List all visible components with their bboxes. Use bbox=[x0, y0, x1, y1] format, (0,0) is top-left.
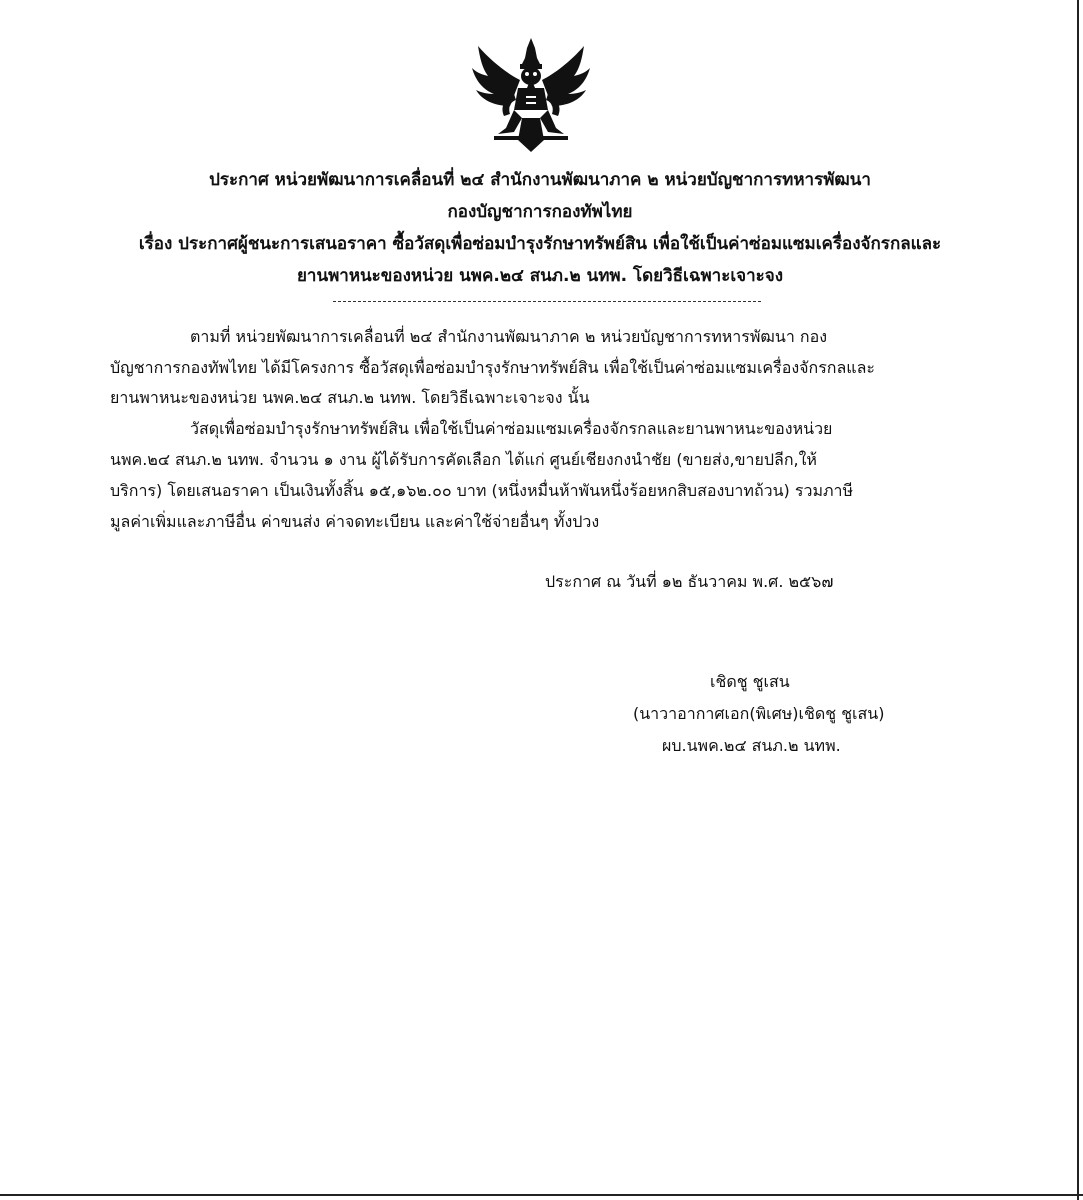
announcement-date: ประกาศ ณ วันที่ ๑๒ ธันวาคม พ.ศ. ๒๕๖๗ bbox=[545, 572, 834, 591]
garuda-emblem-icon bbox=[470, 36, 592, 154]
subject-line-1: เรื่อง ประกาศผู้ชนะการเสนอราคา ซื้อวัสดุเพื่อซ่อมบำรุงรักษาทรัพย์สิน เพื่อใช้เป็นค่าซ่อมแซมเครื่องจักรกลและ bbox=[138, 234, 942, 254]
paragraph-1-line-3: ยานพาหนะของหน่วย นพค.๒๔ สนภ.๒ นทพ. โดยวิธีเฉพาะเจาะจง นั้น bbox=[110, 388, 590, 407]
paragraph-2-line-1: วัสดุเพื่อซ่อมบำรุงรักษาทรัพย์สิน เพื่อใช้เป็นค่าซ่อมแซมเครื่องจักรกลและยานพาหนะของหน่วย bbox=[190, 419, 833, 438]
paragraph-2-line-3: บริการ) โดยเสนอราคา เป็นเงินทั้งสิ้น ๑๕,๑๖๒.๐๐ บาท (หนึ่งหมื่นห้าพันหนึ่งร้อยหกสิบสองบาทถ้วน) รวมภาษี bbox=[110, 481, 854, 500]
subject-line-2: ยานพาหนะของหน่วย นพค.๒๔ สนภ.๒ นทพ. โดยวิธีเฉพาะเจาะจง bbox=[296, 266, 784, 286]
paragraph-2-line-4: มูลค่าเพิ่มและภาษีอื่น ค่าขนส่ง ค่าจดทะเบียน และค่าใช้จ่ายอื่นๆ ทั้งปวง bbox=[110, 512, 600, 531]
scan-border-right bbox=[1077, 0, 1079, 1200]
signature-position: ผบ.นพค.๒๔ สนภ.๒ นทพ. bbox=[662, 736, 841, 755]
announcement-heading-line-1: ประกาศ หน่วยพัฒนาการเคลื่อนที่ ๒๔ สำนักงานพัฒนาภาค ๒ หน่วยบัญชาการทหารพัฒนา bbox=[209, 170, 871, 190]
paragraph-1-line-1: ตามที่ หน่วยพัฒนาการเคลื่อนที่ ๒๔ สำนักงานพัฒนาภาค ๒ หน่วยบัญชาการทหารพัฒนา กอง bbox=[190, 327, 827, 346]
paragraph-2-line-2: นพค.๒๔ สนภ.๒ นทพ. จำนวน ๑ งาน ผู้ได้รับการคัดเลือก ได้แก่ ศูนย์เชียงกงนำชัย (ขายส่ง,ขายปลีก,ให้ bbox=[110, 450, 817, 469]
signature-name: เชิดชู ชูเสน bbox=[710, 672, 790, 691]
scan-border-bottom bbox=[0, 1194, 1083, 1196]
announcement-heading-line-2: กองบัญชาการกองทัพไทย bbox=[447, 202, 633, 222]
heading-divider bbox=[333, 301, 761, 302]
paragraph-1-line-2: บัญชาการกองทัพไทย ได้มีโครงการ ซื้อวัสดุเพื่อซ่อมบำรุงรักษาทรัพย์สิน เพื่อใช้เป็นค่าซ่อมแซมเครื่องจักรกลและ bbox=[110, 358, 875, 377]
signature-rank-name: (นาวาอากาศเอก(พิเศษ)เชิดชู ชูเสน) bbox=[633, 704, 885, 723]
